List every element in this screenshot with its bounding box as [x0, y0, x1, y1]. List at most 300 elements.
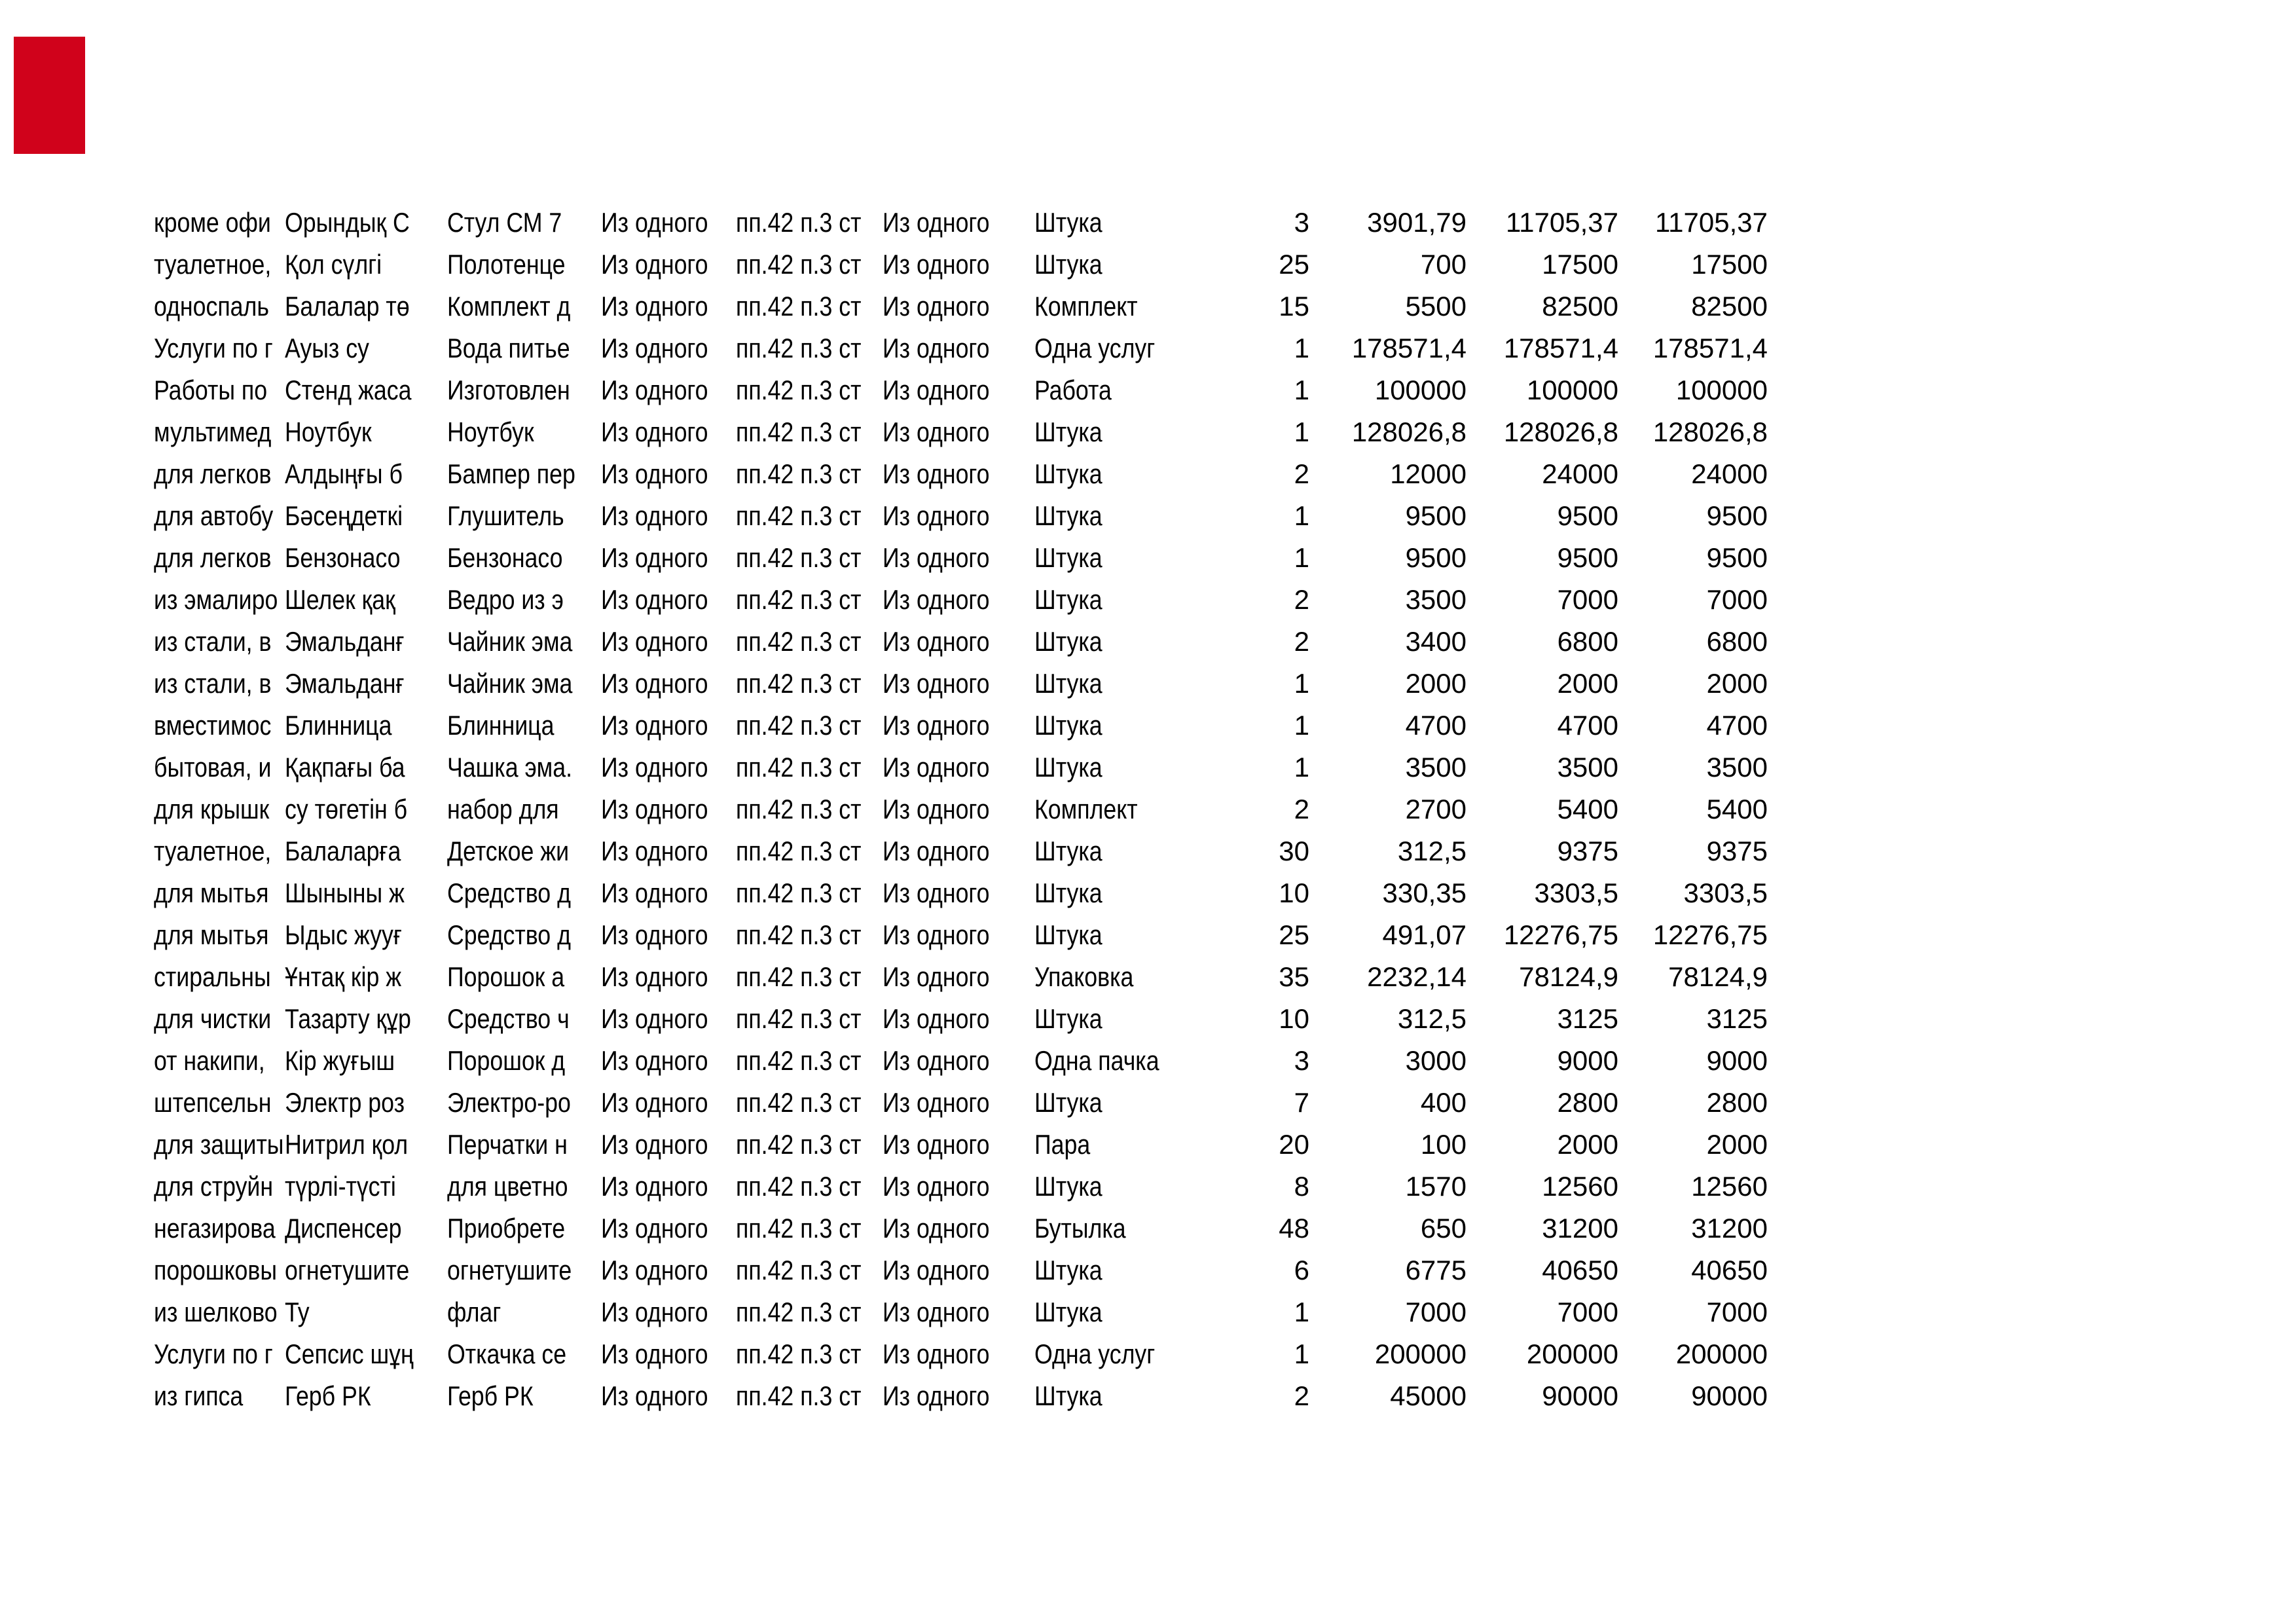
cell-unit-price: 100	[1420, 1129, 1467, 1160]
cell-unit-price: 7000	[1405, 1297, 1467, 1327]
cell-description: бытовая, и	[154, 752, 272, 783]
cell-quantity: 2	[1294, 626, 1309, 657]
cell-unit-price: 100000	[1374, 375, 1467, 405]
cell-unit: Штука	[1034, 500, 1102, 531]
cell-unit-price: 491,07	[1382, 919, 1467, 950]
cell-source-2: Из одного	[883, 333, 990, 363]
table-row	[154, 788, 1768, 830]
cell-total: 2000	[1557, 668, 1618, 699]
cell-total: 2800	[1557, 1087, 1618, 1118]
cell-source-2: Из одного	[883, 1003, 990, 1034]
cell-unit-price: 2700	[1405, 794, 1467, 824]
cell-description: мультимед	[154, 416, 272, 447]
cell-description: для автобу	[154, 500, 274, 531]
cell-description: из стали, в	[154, 626, 272, 657]
procurement-table	[154, 202, 1768, 1417]
table-row	[154, 1375, 1768, 1417]
table-row	[154, 830, 1768, 872]
cell-name-kk: Ауыз су	[285, 333, 369, 363]
cell-source-1: Из одного	[601, 1087, 708, 1118]
cell-source-1: Из одного	[601, 1129, 708, 1160]
cell-name-kk: түрлі-түсті	[285, 1171, 396, 1202]
cell-name-ru: Бензонасо	[447, 542, 563, 573]
cell-source-1: Из одного	[601, 1045, 708, 1076]
cell-total: 78124,9	[1519, 961, 1618, 992]
cell-total-dup: 128026,8	[1652, 416, 1768, 447]
cell-justification: пп.42 п.3 ст	[736, 542, 862, 573]
cell-name-ru: набор для	[447, 794, 559, 824]
cell-unit-price: 312,5	[1397, 836, 1467, 866]
cell-source-2: Из одного	[883, 542, 990, 573]
cell-unit: Штука	[1034, 1380, 1102, 1411]
cell-total: 9500	[1557, 500, 1618, 531]
red-marker	[14, 37, 85, 154]
cell-unit-price: 3400	[1405, 626, 1467, 657]
cell-name-kk: Орындық С	[285, 207, 410, 238]
cell-justification: пп.42 п.3 ст	[736, 961, 862, 992]
cell-total-dup: 7000	[1706, 584, 1768, 615]
cell-name-kk: Қол сүлгі	[285, 249, 382, 280]
cell-quantity: 1	[1294, 752, 1309, 783]
cell-description: порошковы	[154, 1255, 278, 1285]
cell-total-dup: 100000	[1675, 375, 1768, 405]
cell-total-dup: 40650	[1691, 1255, 1768, 1285]
cell-unit: Штука	[1034, 919, 1102, 950]
cell-name-ru: для цветно	[447, 1171, 568, 1202]
cell-justification: пп.42 п.3 ст	[736, 1255, 862, 1285]
cell-description: штепсельн	[154, 1087, 272, 1118]
cell-source-2: Из одного	[883, 458, 990, 489]
cell-justification: пп.42 п.3 ст	[736, 1171, 862, 1202]
cell-source-2: Из одного	[883, 668, 990, 699]
cell-description: Услуги по г	[154, 333, 273, 363]
cell-description: из шелково	[154, 1297, 278, 1327]
cell-name-kk: Сепсис шұң	[285, 1338, 414, 1369]
cell-quantity: 8	[1294, 1171, 1309, 1202]
cell-source-2: Из одного	[883, 752, 990, 783]
cell-source-2: Из одного	[883, 207, 990, 238]
cell-name-ru: Чашка эма.	[447, 752, 573, 783]
cell-name-kk: Стенд жаса	[285, 375, 412, 405]
cell-unit-price: 12000	[1390, 458, 1467, 489]
cell-source-2: Из одного	[883, 1338, 990, 1369]
cell-justification: пп.42 п.3 ст	[736, 416, 862, 447]
cell-justification: пп.42 п.3 ст	[736, 249, 862, 280]
cell-unit-price: 2000	[1405, 668, 1467, 699]
cell-unit: Штука	[1034, 207, 1102, 238]
cell-source-1: Из одного	[601, 291, 708, 322]
cell-total: 9000	[1557, 1045, 1618, 1076]
cell-quantity: 1	[1294, 1297, 1309, 1327]
cell-description: Услуги по г	[154, 1338, 273, 1369]
cell-total: 4700	[1557, 710, 1618, 741]
cell-unit: Бутылка	[1034, 1213, 1126, 1244]
cell-total: 6800	[1557, 626, 1618, 657]
cell-total: 200000	[1526, 1338, 1618, 1369]
cell-source-1: Из одного	[601, 1171, 708, 1202]
cell-name-kk: Электр роз	[285, 1087, 405, 1118]
cell-unit-price: 650	[1420, 1213, 1467, 1244]
cell-description: из эмалиро	[154, 584, 278, 615]
cell-justification: пп.42 п.3 ст	[736, 710, 862, 741]
cell-source-2: Из одного	[883, 584, 990, 615]
cell-unit-price: 9500	[1405, 500, 1467, 531]
table-row	[154, 411, 1768, 453]
cell-source-1: Из одного	[601, 626, 708, 657]
cell-unit: Штука	[1034, 877, 1102, 908]
cell-unit-price: 200000	[1374, 1338, 1467, 1369]
cell-total: 12276,75	[1503, 919, 1618, 950]
cell-unit: Штука	[1034, 710, 1102, 741]
table-row	[154, 956, 1768, 998]
cell-unit-price: 128026,8	[1351, 416, 1467, 447]
cell-name-ru: Средство д	[447, 877, 571, 908]
cell-description: туалетное,	[154, 836, 272, 866]
cell-total: 100000	[1526, 375, 1618, 405]
cell-unit-price: 9500	[1405, 542, 1467, 573]
cell-source-1: Из одного	[601, 836, 708, 866]
cell-total-dup: 9375	[1706, 836, 1768, 866]
table-row	[154, 998, 1768, 1040]
cell-quantity: 2	[1294, 458, 1309, 489]
cell-total: 128026,8	[1503, 416, 1618, 447]
cell-total-dup: 9500	[1706, 542, 1768, 573]
cell-source-1: Из одного	[601, 542, 708, 573]
table-row	[154, 495, 1768, 537]
cell-source-1: Из одного	[601, 1213, 708, 1244]
cell-description: туалетное,	[154, 249, 272, 280]
cell-name-kk: Ту	[285, 1297, 310, 1327]
cell-source-1: Из одного	[601, 877, 708, 908]
cell-quantity: 2	[1294, 794, 1309, 824]
cell-unit: Упаковка	[1034, 961, 1134, 992]
cell-name-kk: Ыдыс жууғ	[285, 919, 402, 950]
cell-name-ru: Откачка се	[447, 1338, 567, 1369]
cell-quantity: 30	[1279, 836, 1309, 866]
cell-quantity: 1	[1294, 710, 1309, 741]
cell-unit-price: 2232,14	[1367, 961, 1467, 992]
cell-quantity: 10	[1279, 1003, 1309, 1034]
cell-unit-price: 178571,4	[1351, 333, 1467, 363]
cell-justification: пп.42 п.3 ст	[736, 584, 862, 615]
table-row	[154, 327, 1768, 369]
table-row	[154, 1040, 1768, 1082]
cell-name-ru: Чайник эма	[447, 668, 573, 699]
cell-source-2: Из одного	[883, 416, 990, 447]
cell-description: из стали, в	[154, 668, 272, 699]
cell-description: для легков	[154, 542, 272, 573]
cell-total-dup: 11705,37	[1654, 207, 1768, 238]
table-row	[154, 537, 1768, 579]
cell-unit: Штука	[1034, 1297, 1102, 1327]
cell-unit-price: 330,35	[1382, 877, 1467, 908]
cell-total-dup: 2000	[1706, 668, 1768, 699]
table-row	[154, 453, 1768, 495]
cell-justification: пп.42 п.3 ст	[736, 919, 862, 950]
cell-description: для чистки	[154, 1003, 272, 1034]
cell-name-kk: Балаларға	[285, 836, 401, 866]
cell-source-1: Из одного	[601, 1003, 708, 1034]
cell-name-ru: Полотенце	[447, 249, 566, 280]
table-row	[154, 1166, 1768, 1208]
cell-total-dup: 90000	[1691, 1380, 1768, 1411]
cell-description: из гипса	[154, 1380, 244, 1411]
cell-total-dup: 78124,9	[1668, 961, 1768, 992]
cell-total-dup: 12560	[1691, 1171, 1768, 1202]
cell-quantity: 1	[1294, 375, 1309, 405]
cell-unit: Штука	[1034, 1087, 1102, 1118]
cell-name-kk: Блинница	[285, 710, 392, 741]
cell-name-kk: Ноутбук	[285, 416, 372, 447]
cell-justification: пп.42 п.3 ст	[736, 626, 862, 657]
cell-unit: Штука	[1034, 626, 1102, 657]
cell-unit-price: 400	[1420, 1087, 1467, 1118]
cell-total-dup: 6800	[1706, 626, 1768, 657]
cell-source-1: Из одного	[601, 375, 708, 405]
cell-total-dup: 31200	[1691, 1213, 1768, 1244]
cell-justification: пп.42 п.3 ст	[736, 207, 862, 238]
cell-name-ru: Приобрете	[447, 1213, 566, 1244]
cell-unit: Одна услуг	[1034, 1338, 1156, 1369]
cell-justification: пп.42 п.3 ст	[736, 1087, 862, 1118]
cell-unit: Штука	[1034, 752, 1102, 783]
cell-total-dup: 3303,5	[1683, 877, 1768, 908]
cell-source-1: Из одного	[601, 919, 708, 950]
cell-total-dup: 9000	[1706, 1045, 1768, 1076]
cell-name-kk: Шелек қақ	[285, 584, 395, 615]
cell-source-2: Из одного	[883, 1171, 990, 1202]
cell-description: негазирова	[154, 1213, 276, 1244]
cell-total: 7000	[1557, 584, 1618, 615]
cell-total-dup: 4700	[1706, 710, 1768, 741]
cell-unit: Штука	[1034, 458, 1102, 489]
cell-description: для защиты	[154, 1129, 284, 1160]
cell-total-dup: 3500	[1706, 752, 1768, 783]
cell-quantity: 1	[1294, 500, 1309, 531]
cell-source-1: Из одного	[601, 207, 708, 238]
cell-total: 31200	[1542, 1213, 1618, 1244]
cell-quantity: 6	[1294, 1255, 1309, 1285]
cell-quantity: 2	[1294, 1380, 1309, 1411]
cell-total-dup: 5400	[1706, 794, 1768, 824]
cell-total-dup: 17500	[1691, 249, 1768, 280]
cell-name-ru: Порошок д	[447, 1045, 566, 1076]
cell-name-ru: Средство д	[447, 919, 571, 950]
cell-name-ru: Комплект д	[447, 291, 571, 322]
cell-name-ru: флаг	[447, 1297, 501, 1327]
cell-unit-price: 5500	[1405, 291, 1467, 322]
cell-source-2: Из одного	[883, 1380, 990, 1411]
cell-total-dup: 9500	[1706, 500, 1768, 531]
cell-source-2: Из одного	[883, 961, 990, 992]
cell-name-ru: огнетушите	[447, 1255, 572, 1285]
cell-total: 12560	[1542, 1171, 1618, 1202]
cell-justification: пп.42 п.3 ст	[736, 1213, 862, 1244]
cell-unit: Штука	[1034, 416, 1102, 447]
cell-total: 17500	[1542, 249, 1618, 280]
cell-source-2: Из одного	[883, 249, 990, 280]
cell-justification: пп.42 п.3 ст	[736, 333, 862, 363]
cell-unit: Штука	[1034, 836, 1102, 866]
cell-quantity: 1	[1294, 1338, 1309, 1369]
cell-source-1: Из одного	[601, 1338, 708, 1369]
cell-justification: пп.42 п.3 ст	[736, 291, 862, 322]
cell-unit: Комплект	[1034, 291, 1138, 322]
cell-total: 3125	[1557, 1003, 1618, 1034]
cell-justification: пп.42 п.3 ст	[736, 1380, 862, 1411]
cell-description: Работы по	[154, 375, 268, 405]
cell-justification: пп.42 п.3 ст	[736, 752, 862, 783]
cell-quantity: 25	[1279, 919, 1309, 950]
cell-total: 11705,37	[1505, 207, 1618, 238]
cell-quantity: 48	[1279, 1213, 1309, 1244]
cell-name-ru: Ведро из э	[447, 584, 564, 615]
cell-quantity: 1	[1294, 416, 1309, 447]
cell-justification: пп.42 п.3 ст	[736, 1297, 862, 1327]
cell-name-kk: Тазарту құр	[285, 1003, 411, 1034]
cell-source-2: Из одного	[883, 375, 990, 405]
cell-name-kk: Балалар тө	[285, 291, 410, 322]
cell-name-ru: Глушитель	[447, 500, 564, 531]
cell-name-kk: Алдыңғы б	[285, 458, 403, 489]
cell-quantity: 2	[1294, 584, 1309, 615]
table-row	[154, 1333, 1768, 1375]
cell-source-1: Из одного	[601, 1255, 708, 1285]
cell-source-1: Из одного	[601, 1297, 708, 1327]
cell-unit-price: 6775	[1405, 1255, 1467, 1285]
table-row	[154, 1124, 1768, 1166]
cell-name-kk: Шыныны ж	[285, 877, 405, 908]
cell-unit-price: 1570	[1405, 1171, 1467, 1202]
cell-source-1: Из одного	[601, 961, 708, 992]
cell-total: 9375	[1557, 836, 1618, 866]
cell-name-kk: огнетушите	[285, 1255, 410, 1285]
cell-description: от накипи,	[154, 1045, 265, 1076]
cell-total: 40650	[1542, 1255, 1618, 1285]
cell-unit-price: 3000	[1405, 1045, 1467, 1076]
table-row	[154, 621, 1768, 663]
cell-source-2: Из одного	[883, 291, 990, 322]
cell-unit: Штука	[1034, 542, 1102, 573]
cell-unit-price: 3500	[1405, 752, 1467, 783]
cell-source-2: Из одного	[883, 919, 990, 950]
cell-name-ru: Блинница	[447, 710, 555, 741]
cell-description: для мытья	[154, 919, 269, 950]
cell-source-1: Из одного	[601, 249, 708, 280]
cell-description: односпаль	[154, 291, 269, 322]
cell-quantity: 20	[1279, 1129, 1309, 1160]
table-row	[154, 872, 1768, 914]
cell-source-2: Из одного	[883, 1087, 990, 1118]
cell-source-2: Из одного	[883, 1297, 990, 1327]
cell-justification: пп.42 п.3 ст	[736, 375, 862, 405]
cell-name-kk: Бензонасо	[285, 542, 401, 573]
table-row	[154, 369, 1768, 411]
cell-total-dup: 200000	[1675, 1338, 1768, 1369]
cell-justification: пп.42 п.3 ст	[736, 1338, 862, 1369]
cell-name-ru: Бампер пер	[447, 458, 575, 489]
cell-unit-price: 312,5	[1397, 1003, 1467, 1034]
cell-source-2: Из одного	[883, 500, 990, 531]
cell-unit: Работа	[1034, 375, 1112, 405]
cell-justification: пп.42 п.3 ст	[736, 1003, 862, 1034]
cell-quantity: 3	[1294, 207, 1309, 238]
table-row	[154, 914, 1768, 956]
cell-source-2: Из одного	[883, 836, 990, 866]
cell-unit: Одна пачка	[1034, 1045, 1159, 1076]
cell-name-kk: Нитрил қол	[285, 1129, 409, 1160]
cell-unit: Штука	[1034, 584, 1102, 615]
cell-source-1: Из одного	[601, 584, 708, 615]
cell-total: 7000	[1557, 1297, 1618, 1327]
cell-total-dup: 3125	[1706, 1003, 1768, 1034]
cell-total-dup: 2000	[1706, 1129, 1768, 1160]
cell-name-ru: Изготовлен	[447, 375, 570, 405]
cell-total: 5400	[1557, 794, 1618, 824]
cell-quantity: 10	[1279, 877, 1309, 908]
cell-name-kk: Кір жуғыш	[285, 1045, 395, 1076]
table-row	[154, 1249, 1768, 1291]
table-row	[154, 286, 1768, 327]
cell-total-dup: 24000	[1691, 458, 1768, 489]
table-row	[154, 244, 1768, 286]
cell-name-kk: Эмальданғ	[285, 626, 405, 657]
table-row	[154, 202, 1768, 244]
cell-justification: пп.42 п.3 ст	[736, 836, 862, 866]
cell-total: 90000	[1542, 1380, 1618, 1411]
cell-name-kk: Герб РК	[285, 1380, 371, 1411]
cell-source-1: Из одного	[601, 1380, 708, 1411]
cell-source-1: Из одного	[601, 333, 708, 363]
cell-unit-price: 45000	[1390, 1380, 1467, 1411]
cell-source-1: Из одного	[601, 668, 708, 699]
cell-quantity: 1	[1294, 333, 1309, 363]
cell-quantity: 7	[1294, 1087, 1309, 1118]
cell-total-dup: 12276,75	[1652, 919, 1768, 950]
cell-name-kk: Бәсеңдеткі	[285, 500, 403, 531]
cell-quantity: 25	[1279, 249, 1309, 280]
cell-quantity: 15	[1279, 291, 1309, 322]
cell-name-kk: су төгетін б	[285, 794, 408, 824]
cell-source-2: Из одного	[883, 626, 990, 657]
cell-total: 3303,5	[1534, 877, 1618, 908]
cell-name-kk: Ұнтақ кір ж	[285, 961, 402, 992]
cell-unit: Штука	[1034, 1255, 1102, 1285]
cell-justification: пп.42 п.3 ст	[736, 1129, 862, 1160]
table-row	[154, 579, 1768, 621]
cell-source-1: Из одного	[601, 458, 708, 489]
cell-unit-price: 3901,79	[1367, 207, 1467, 238]
cell-source-1: Из одного	[601, 416, 708, 447]
table-row	[154, 1082, 1768, 1124]
cell-total: 2000	[1557, 1129, 1618, 1160]
cell-unit: Штука	[1034, 1171, 1102, 1202]
cell-name-ru: Ноутбук	[447, 416, 534, 447]
cell-quantity: 35	[1279, 961, 1309, 992]
cell-total: 178571,4	[1503, 333, 1618, 363]
cell-source-1: Из одного	[601, 710, 708, 741]
cell-total-dup: 82500	[1691, 291, 1768, 322]
cell-justification: пп.42 п.3 ст	[736, 1045, 862, 1076]
cell-source-2: Из одного	[883, 877, 990, 908]
cell-unit: Штука	[1034, 668, 1102, 699]
cell-description: вместимос	[154, 710, 272, 741]
cell-name-ru: Средство ч	[447, 1003, 570, 1034]
table-row	[154, 663, 1768, 705]
cell-name-ru: Герб РК	[447, 1380, 534, 1411]
cell-justification: пп.42 п.3 ст	[736, 877, 862, 908]
cell-unit: Одна услуг	[1034, 333, 1156, 363]
